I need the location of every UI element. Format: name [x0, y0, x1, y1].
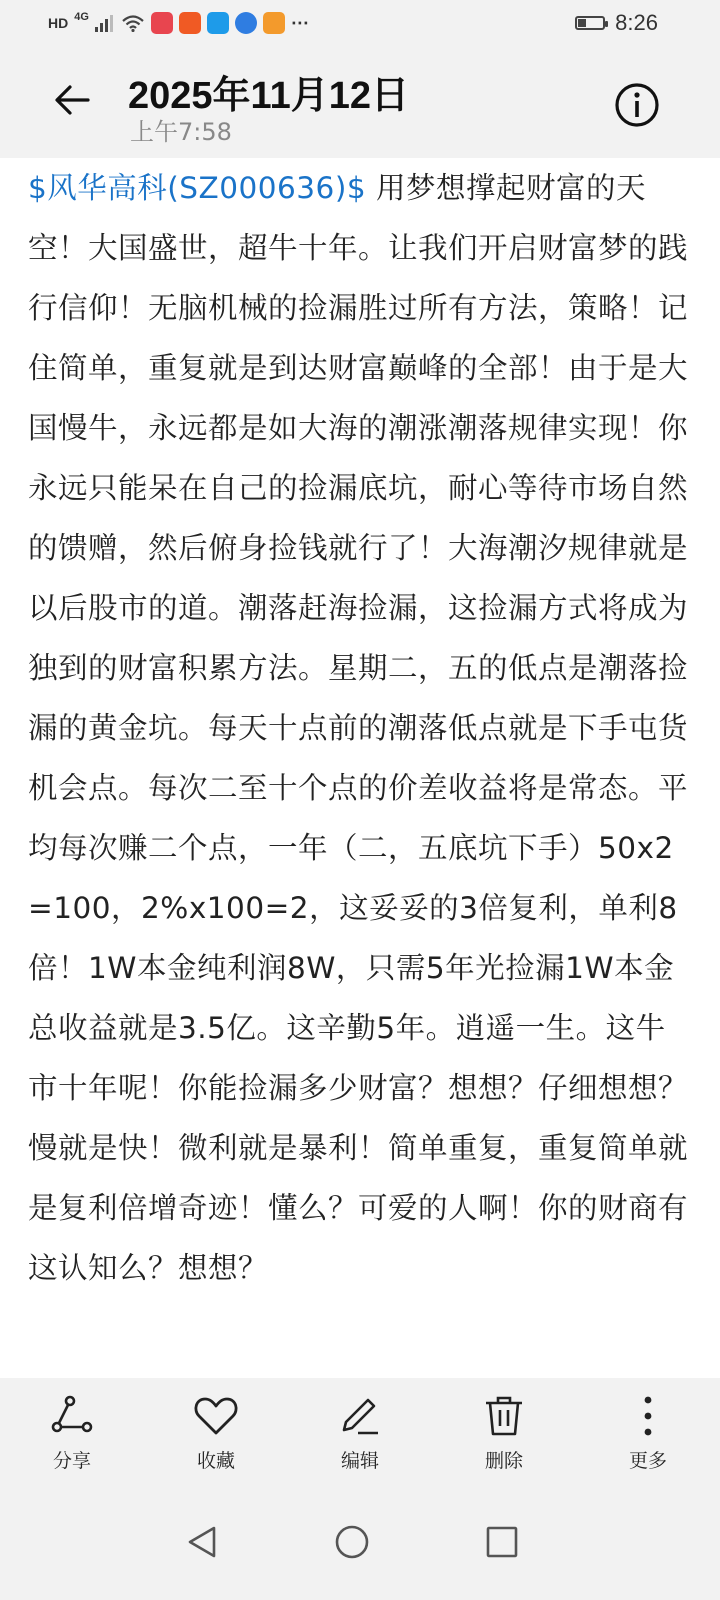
nav-home-button[interactable] [330, 1520, 374, 1564]
bottom-toolbar [0, 1378, 720, 1490]
search-app-icon [207, 12, 229, 34]
network-type: 4G [74, 11, 89, 23]
wifi-icon [121, 14, 145, 32]
clock: 8:26 [615, 10, 658, 35]
status-right [575, 10, 658, 36]
edit-label: 编辑 [340, 1450, 379, 1472]
app-notification-icon [179, 12, 201, 34]
navigation-bar [0, 1490, 720, 1600]
favorite-button[interactable] [144, 1378, 288, 1490]
nav-back-button[interactable] [180, 1520, 224, 1564]
delete-label: 删除 [484, 1450, 523, 1472]
trash-icon [480, 1392, 528, 1440]
page-title: 2025年11月12日 [128, 75, 409, 117]
more-label: 更多 [628, 1450, 667, 1472]
back-arrow-icon [52, 80, 92, 120]
stock-link[interactable]: $风华高科(SZ000636)$ [28, 171, 367, 205]
note-content[interactable] [28, 158, 690, 1378]
app-notification-icon [151, 12, 173, 34]
share-icon [48, 1392, 96, 1440]
circle-home-icon [333, 1523, 371, 1561]
status-bar [0, 0, 720, 50]
more-button[interactable] [576, 1378, 720, 1490]
edit-button[interactable] [288, 1378, 432, 1490]
status-left [48, 12, 309, 34]
browser-app-icon [235, 12, 257, 34]
more-notifications-icon: ⋯ [290, 12, 309, 33]
pencil-icon [336, 1392, 384, 1440]
note-time: 上午7:58 [130, 118, 232, 146]
note-header [0, 50, 720, 158]
share-button[interactable] [0, 1378, 144, 1490]
note-text [28, 158, 690, 1298]
triangle-back-icon [184, 1524, 220, 1560]
favorite-label: 收藏 [196, 1450, 235, 1472]
square-recents-icon [484, 1524, 520, 1560]
note-body: 用梦想撑起财富的天空！大国盛世，超牛十年。让我们开启财富梦的践行信仰！无脑机械的捡漏胜过所有方法，策略！记住简单，重复就是到达财富巅峰的全部！由于是大国慢牛，永远都是如大海的潮涨潮落规律实现！你永远只能呆在自己的捡漏底坑，耐心等待市场自然的馈赠，然后俯身捡钱就行了！大海潮汐规律就是以后股市的道。潮落赶海捡漏，这捡漏方式将成为独到的财富积累方法。星期二，五的低点是潮落捡漏的黄金坑。每天十点前的潮落低点就是下手屯货机会点。每次二至十个点的价差收益将是常态。平均每次赚二个点，一年（二，五底坑下手）50x2=100，2%x100=2，这妥妥的3倍复利，单利8倍！1W本金纯利润8W，只需5年光捡漏1W本金总收益就是3.5亿。这辛勤5年。逍遥一生。这牛市十年呢！你能捡漏多少财富？想想？仔细想想？慢就是快！微利就是暴利！简单重复，重复简单就是复利倍增奇迹！懂么？可爱的人啊！你的财商有这认知么？想想？ [28, 171, 689, 1285]
back-button[interactable] [44, 72, 100, 128]
info-icon[interactable] [614, 82, 660, 128]
more-vertical-icon [624, 1392, 672, 1440]
video-app-icon [263, 12, 285, 34]
share-label: 分享 [52, 1450, 91, 1472]
signal-icon [95, 14, 115, 32]
heart-icon [192, 1392, 240, 1440]
hd-indicator: HD [48, 15, 69, 31]
battery-icon [575, 16, 605, 30]
delete-button[interactable] [432, 1378, 576, 1490]
nav-recents-button[interactable] [480, 1520, 524, 1564]
